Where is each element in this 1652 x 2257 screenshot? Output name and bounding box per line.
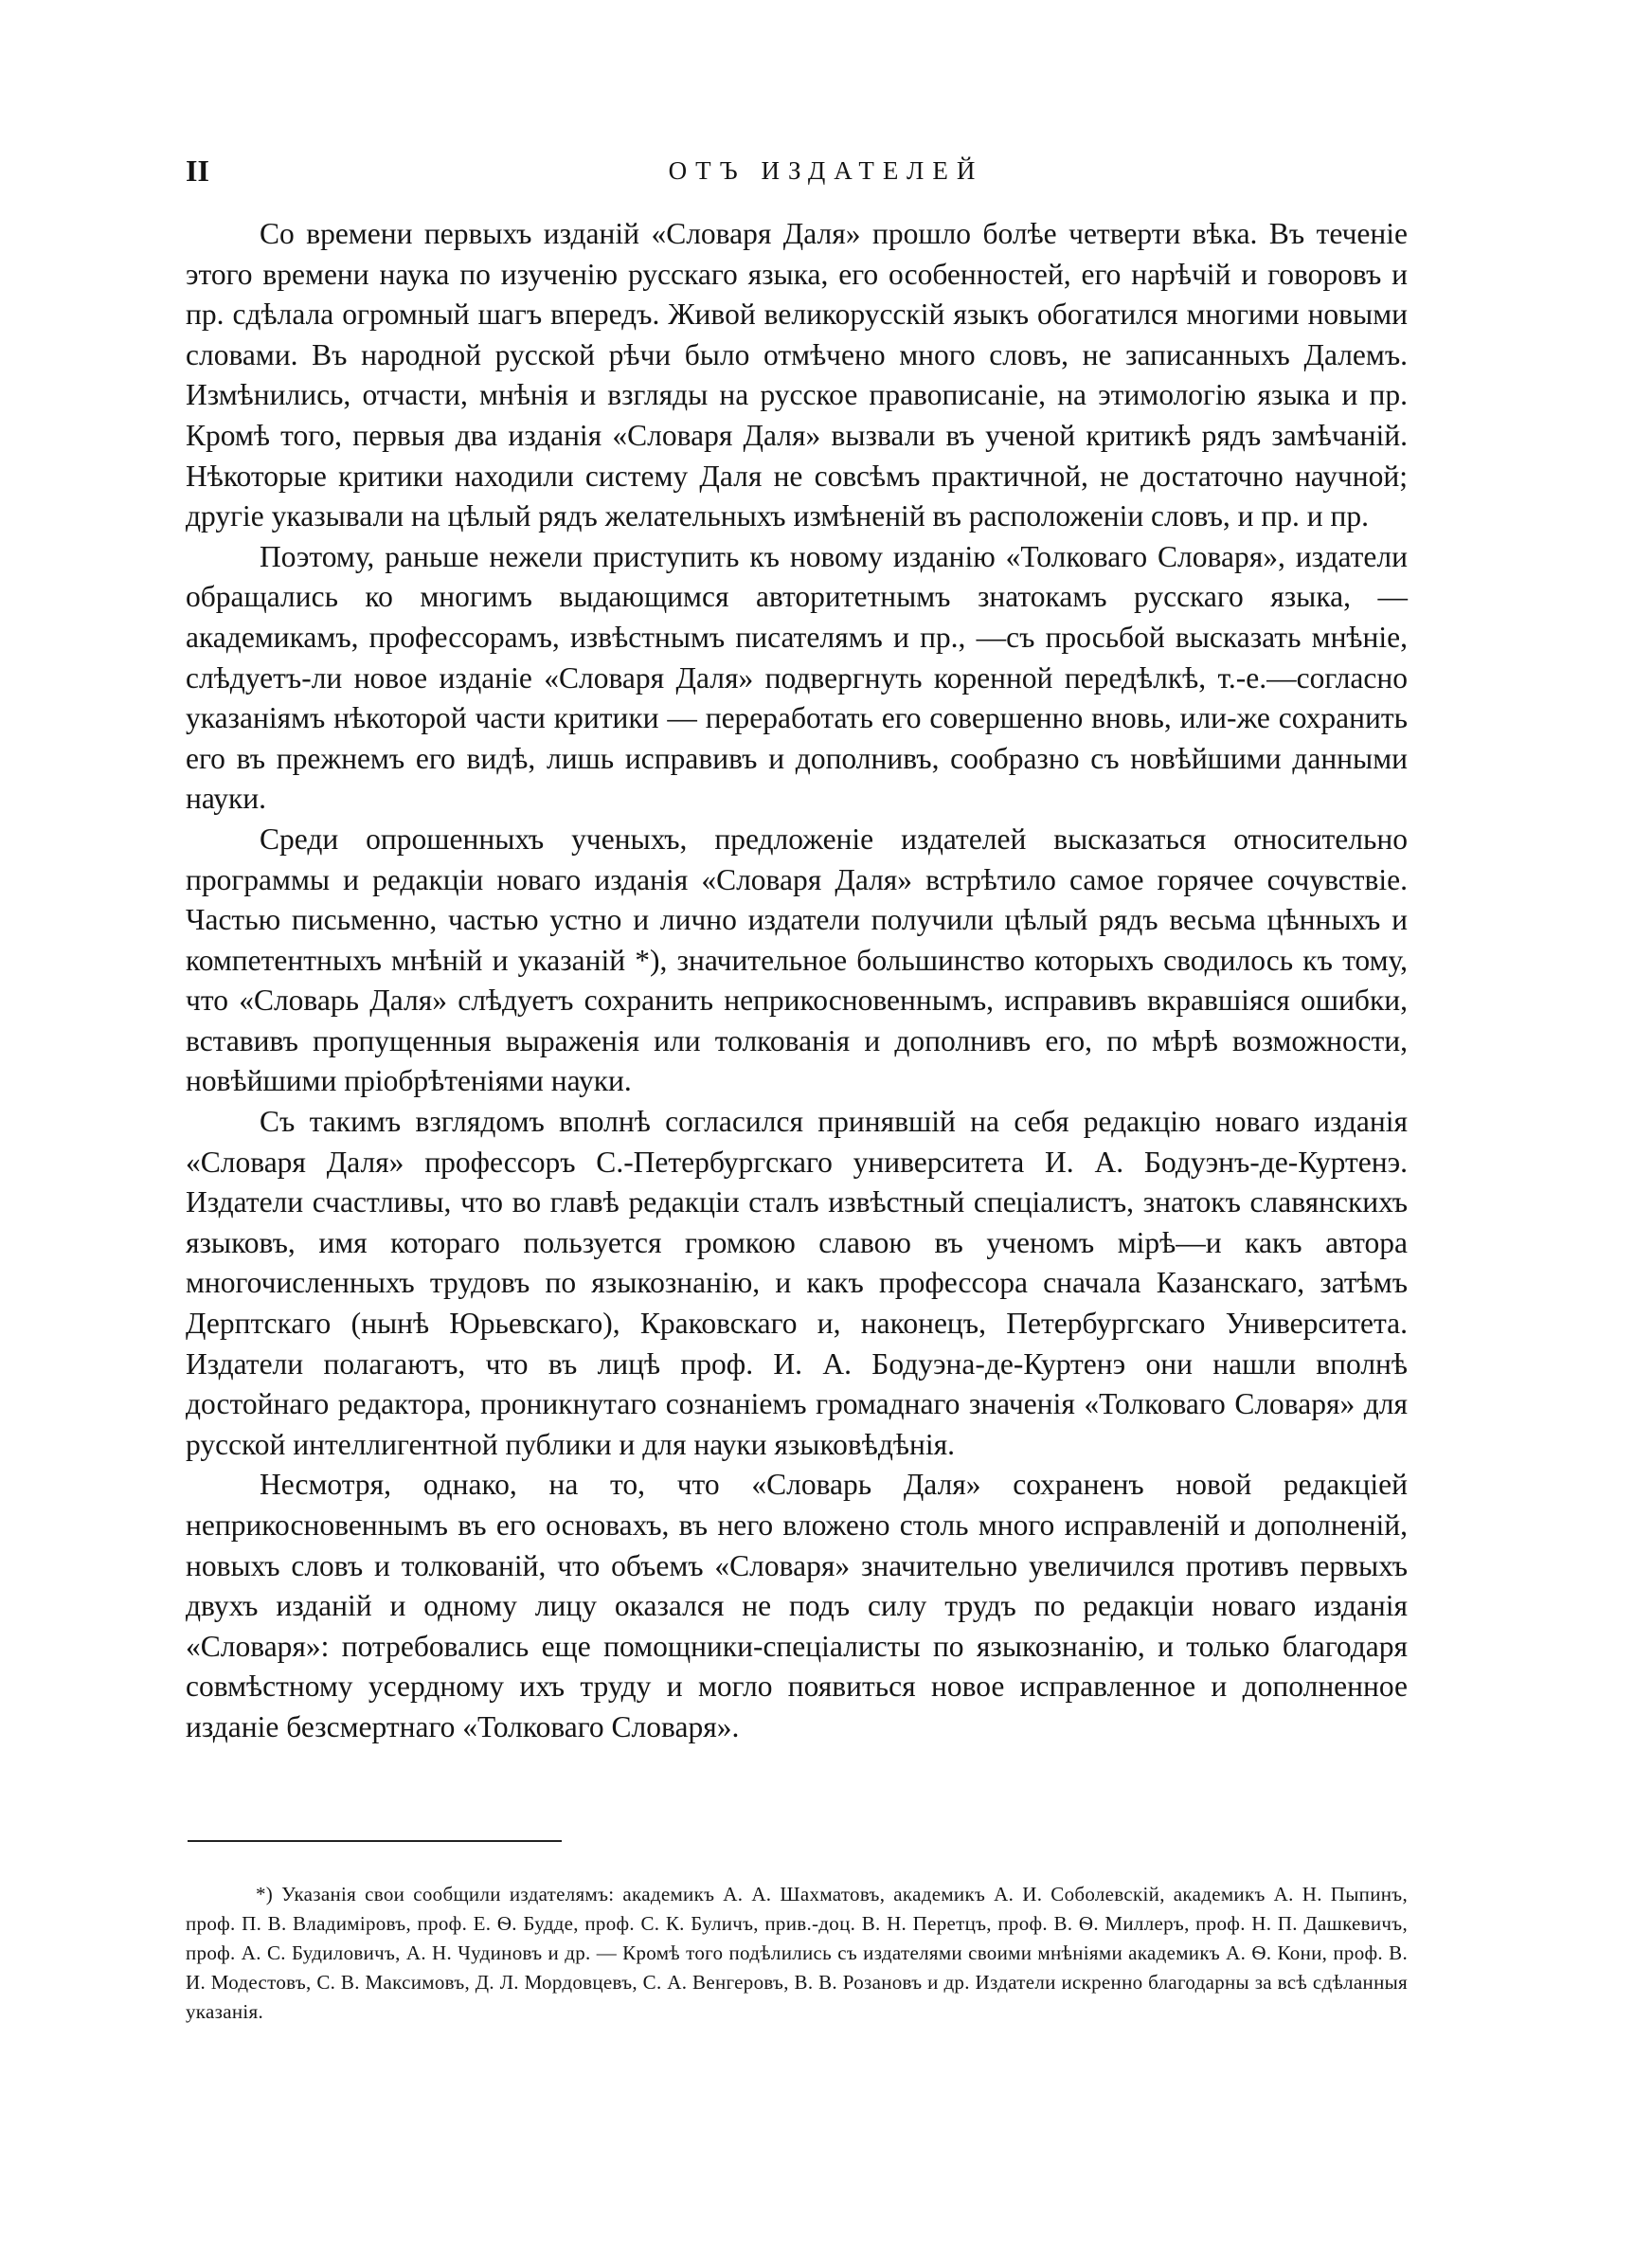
paragraph: Со времени первыхъ изданій «Словаря Даля» прошло болѣе четверти вѣка. Въ теченіе этого времени наука по изученію русскаго языка, его особенностей, его нарѣчій и говоровъ и пр. сдѣлала огромный шагъ впередъ. Живой великорусскій языкъ обогатился многими новыми словами. Въ народной русской рѣчи было отмѣчено много словъ, не записанныхъ Далемъ. Измѣнились, отчасти, мнѣнія и взгляды на русское правописаніе, на этимологію языка и пр. Кромѣ того, первыя два изданія «Словаря Даля» вызвали въ ученой критикѣ рядъ замѣчаній. Нѣкоторые критики находили систему Даля не совсѣмъ практичной, не достаточно научной; другіе указывали на цѣлый рядъ желательныхъ измѣненій въ расположеніи словъ, и пр. и пр. [186,217,1408,533]
paragraph: Несмотря, однако, на то, что «Словарь Даля» сохраненъ новой редакціей неприкосновеннымъ въ его основахъ, въ него вложено столь много исправленій и дополненій, новыхъ словъ и толкованій, что объемъ «Словаря» значительно увеличился противъ первыхъ двухъ изданій и одному лицу оказался не подъ силу трудъ по редакціи новаго изданія «Словаря»: потребовались еще помощники-спеціалисты по языкознанію, и только благодаря совмѣстному усердному ихъ труду и могло появиться новое исправленное и дополненное изданіе безсмертнаго «Толковаго Словаря». [186,1468,1408,1743]
paragraph: Съ такимъ взглядомъ вполнѣ согласился принявшій на себя редакцію новаго изданія «Словаря Даля» профессоръ С.-Петербургскаго университета И. А. Бодуэнъ-де-Куртенэ. Издатели счастливы, что во главѣ редакціи сталъ извѣстный спеціалистъ, знатокъ славянскихъ языковъ, имя котораго пользуется громкою славою въ ученомъ мірѣ—и какъ автора многочисленныхъ трудовъ по языкознанію, и какъ профессора сначала Казанскаго, затѣмъ Дерптскаго (нынѣ Юрьевскаго), Краковскаго и, наконецъ, Петербургскаго Университета. Издатели полагаютъ, что въ лицѣ проф. И. А. Бодуэна-де-Куртенэ они нашли вполнѣ достойнаго редактора, проникнутаго сознаніемъ громаднаго значенія «Толковаго Словаря» для русской интеллигентной публики и для науки языковѣдѣнія. [186,1105,1408,1461]
page-number: II [186,153,209,188]
footnote: *) Указанія свои сообщили издателямъ: академикъ А. А. Шахматовъ, академикъ А. И. Соболевскій, академикъ А. Н. Пыпинъ, проф. П. В. Владиміровъ, проф. Е. Ѳ. Будде, проф. С. К. Буличъ, прив.-доц. В. Н. Перетцъ, проф. В. Ѳ. Миллеръ, проф. Н. П. Дашкевичъ, проф. А. С. Будиловичъ, А. Н. Чудиновъ и др. — Кромѣ того подѣлились съ издателями своими мнѣніями академикъ А. Ѳ. Кони, проф. В. И. Модестовъ, С. В. Максимовъ, Д. Л. Мордовцевъ, С. А. Венгеровъ, В. В. Розановъ и др. Издатели искренно благодарны за всѣ сдѣланныя указанія. [186,1883,1408,2023]
paragraph: Поэтому, раньше нежели приступить къ новому изданію «Толковаго Словаря», издатели обращались ко многимъ выдающимся авторитетнымъ знатокамъ русскаго языка, — академикамъ, профессорамъ, извѣстнымъ писателямъ и пр., —съ просьбой высказать мнѣніе, слѣдуетъ-ли новое изданіе «Словаря Даля» подвергнуть коренной передѣлкѣ, т.-е.—согласно указаніямъ нѣкоторой части критики — переработать его совершенно вновь, или-же сохранить его въ прежнемъ его видѣ, лишь исправивъ и дополнивъ, сообразно съ новѣйшими данными науки. [186,539,1408,816]
paragraph: Среди опрошенныхъ ученыхъ, предложеніе издателей высказаться относительно программы и редакціи новаго изданія «Словаря Даля» встрѣтило самое горячее сочувствіе. Частью письменно, частью устно и лично издатели получили цѣлый рядъ весьма цѣнныхъ и компетентныхъ мнѣній и указаній *), значительное большинство которыхъ сводилось къ тому, что «Словарь Даля» слѣдуетъ сохранить неприкосновеннымъ, исправивъ вкравшіяся ошибки, вставивъ пропущенныя выраженія или толкованія и дополнивъ его, по мѣрѣ возможности, новѣйшими пріобрѣтеніями науки. [186,822,1408,1098]
body-text [186,214,1408,1748]
footnote-divider [188,1840,562,1842]
running-title: ОТЪ ИЗДАТЕЛЕЙ [668,156,984,185]
